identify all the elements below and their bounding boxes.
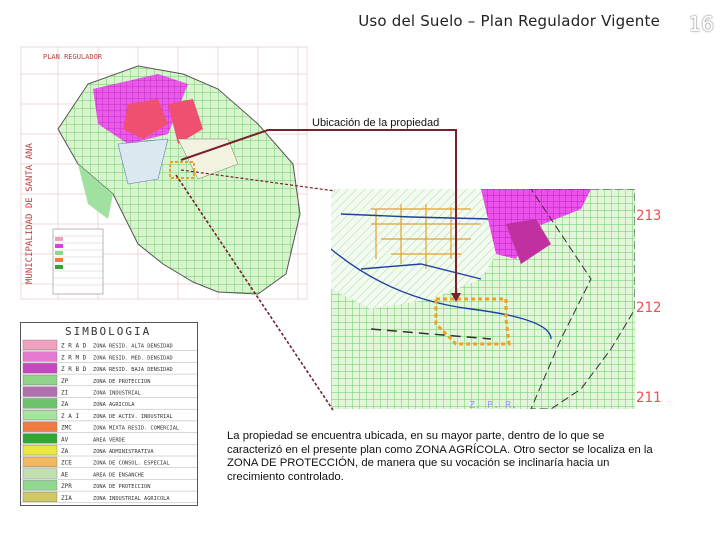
legend-swatch — [23, 387, 57, 397]
legend-code: ZA — [61, 448, 69, 455]
legend-description: ZONA ADMINISTRATIVA — [93, 449, 154, 455]
marker-213: 213 — [636, 208, 662, 224]
legend-swatch — [23, 410, 57, 420]
legend-code: Z A I — [61, 412, 80, 420]
legend-row — [21, 352, 197, 363]
legend-description: ZONA DE PROTECCION — [93, 378, 151, 385]
slide-title: Uso del Suelo – Plan Regulador Vigente — [358, 12, 660, 30]
legend-code: AE — [61, 471, 69, 479]
legend-description: AREA VERDE — [93, 437, 125, 444]
legend-description: ZONA INDUSTRIAL — [93, 390, 141, 397]
legend-code: ZPR — [61, 483, 72, 491]
legend-swatch — [23, 375, 57, 385]
legend-swatch — [23, 422, 57, 432]
legend-code: ZI — [61, 389, 69, 397]
legend-swatch — [23, 457, 57, 467]
description-text: La propiedad se encuentra ubicada, en su mayor parte, dentro de lo que se caracterizó en el presente plan como ZONA AGRÍCOLA. Otro sector se localiza en la ZONA DE PROTECCIÓN, de manera que su vocación se inclinaría hacia un crecimiento controlado. — [227, 430, 653, 483]
legend-code: Z R B D — [61, 366, 87, 374]
legend-row — [21, 492, 197, 503]
marker-211: 211 — [636, 390, 662, 406]
legend-row — [21, 434, 197, 445]
legend-code: Z R A D — [61, 342, 87, 350]
legend-description: ZONA RESID. BAJA DENSIDAD — [93, 367, 173, 374]
legend-code: ZIA — [61, 494, 72, 502]
legend-row — [21, 375, 197, 386]
legend-row — [21, 469, 197, 480]
legend-swatch — [23, 434, 57, 444]
legend-row — [21, 410, 197, 421]
legend-swatch — [23, 469, 57, 479]
marker-212: 212 — [636, 300, 662, 316]
legend-description: ZONA RESID. MED. DENSIDAD — [93, 355, 173, 362]
legend-swatch — [23, 480, 57, 490]
legend-description: ZONA DE CONSOL. ESPECIAL — [93, 460, 170, 467]
legend-code: ZA — [61, 401, 69, 409]
legend-swatch — [23, 340, 57, 350]
zoom-guide-upper — [181, 170, 335, 191]
legend-row — [21, 480, 197, 491]
detail-zone-text: Z. P. R. — [469, 400, 518, 409]
legend-swatch — [23, 363, 57, 373]
legend-description: ZONA AGRICOLA — [93, 402, 135, 409]
legend-row — [21, 340, 197, 351]
legend-swatch — [23, 399, 57, 409]
callout-arrow — [181, 130, 456, 300]
legend-row — [21, 422, 197, 433]
slide-number: 16 — [688, 12, 714, 36]
legend-row — [21, 363, 197, 374]
legend-code: ZP — [61, 377, 69, 385]
legend-entries — [21, 339, 197, 505]
legend-description: ZONA INDUSTRIAL AGRICOLA — [93, 495, 170, 502]
legend-code: Z R M D — [61, 354, 87, 362]
legend-code: AV — [61, 436, 69, 444]
legend-code: ZCE — [61, 459, 72, 467]
legend-title: SIMBOLOGIA — [65, 325, 152, 338]
legend-code: ZMC — [61, 424, 72, 432]
legend-row — [21, 445, 197, 456]
legend-row — [21, 399, 197, 410]
legend-description: AREA DE ENSANCHE — [93, 472, 145, 479]
legend-description: ZONA MIXTA RESID. COMERCIAL — [93, 425, 180, 432]
callout-label: Ubicación de la propiedad — [312, 117, 440, 129]
legend-panel — [20, 322, 198, 506]
legend-description: ZONA RESID. ALTA DENSIDAD — [93, 343, 173, 350]
legend-description: ZONA DE PROTECCION — [93, 484, 151, 491]
overview-map-header: PLAN REGULADOR — [43, 53, 103, 61]
callout-arrowhead — [451, 293, 461, 302]
overview-map-side-label: MUNICIPALIDAD DE SANTA ANA — [25, 143, 35, 284]
legend-description: ZONA DE ACTIV. INDUSTRIAL — [93, 413, 173, 420]
zoom-guide-lower — [176, 175, 333, 410]
legend-row — [21, 387, 197, 398]
legend-row — [21, 457, 197, 468]
legend-swatch — [23, 445, 57, 455]
legend-swatch — [23, 492, 57, 502]
legend-swatch — [23, 352, 57, 362]
